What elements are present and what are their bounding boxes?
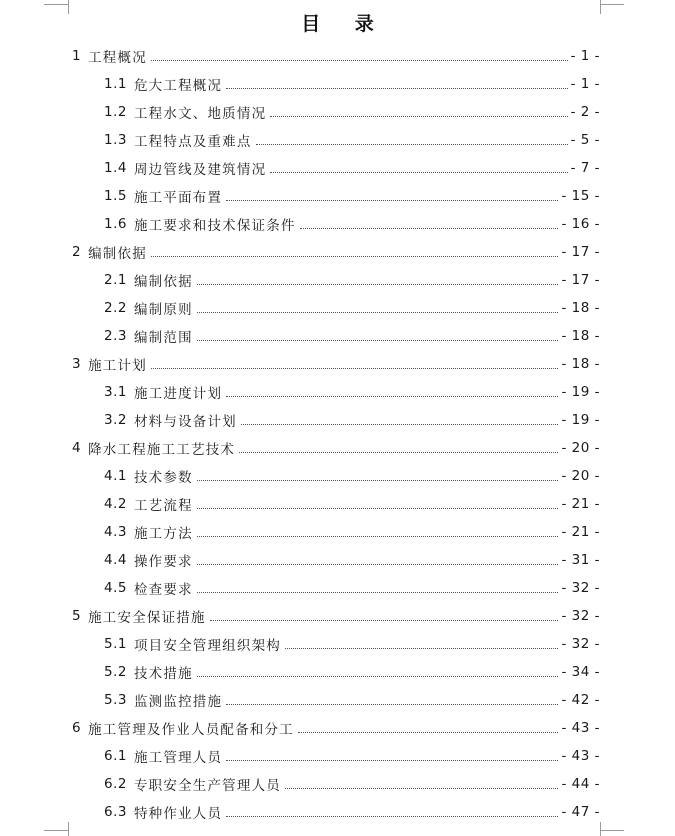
toc-entry-page-number: - 21 - — [561, 524, 600, 540]
toc-entry-page-number: - 16 - — [561, 216, 600, 232]
toc-entry-title: 工艺流程 — [133, 498, 193, 514]
toc-entry[interactable] — [72, 70, 600, 98]
toc-dot-leader — [197, 563, 559, 565]
toc-entry-title: 施工管理人员 — [133, 750, 223, 766]
toc-entry[interactable] — [72, 714, 600, 742]
toc-entry-page-number: - 21 - — [561, 496, 600, 512]
toc-entry-page-number: - 1 - — [570, 76, 600, 92]
crop-mark-bottom-right-h — [600, 830, 624, 831]
toc-entry-title: 专职安全生产管理人员 — [133, 778, 281, 794]
toc-dot-leader — [226, 87, 567, 89]
toc-entry-number: 3 — [72, 356, 82, 372]
toc-entry[interactable] — [72, 602, 600, 630]
toc-entry-title: 编制范围 — [133, 330, 193, 346]
toc-entry-title: 监测监控措施 — [133, 694, 223, 710]
toc-entry-page-number: - 18 - — [561, 300, 600, 316]
toc-entry[interactable] — [72, 518, 600, 546]
toc-entry-number: 4.1 — [104, 468, 127, 484]
toc-entry-number: 3.1 — [104, 384, 127, 400]
toc-dot-leader — [197, 507, 559, 509]
toc-entry[interactable] — [72, 630, 600, 658]
toc-dot-leader — [300, 227, 559, 229]
toc-entry-page-number: - 19 - — [561, 412, 600, 428]
toc-entry-number: 1.4 — [104, 160, 127, 176]
toc-entry[interactable] — [72, 462, 600, 490]
toc-entry-title: 技术措施 — [133, 666, 193, 682]
toc-entry-number: 1.3 — [104, 132, 127, 148]
toc-entry-title: 编制依据 — [88, 246, 147, 262]
toc-entry-page-number: - 18 - — [561, 356, 600, 372]
toc-entry-page-number: - 32 - — [561, 580, 600, 596]
toc-entry[interactable] — [72, 266, 600, 294]
toc-entry-title: 编制原则 — [133, 302, 193, 318]
toc-dot-leader — [226, 395, 558, 397]
toc-entry[interactable] — [72, 154, 600, 182]
toc-dot-leader — [270, 115, 567, 117]
toc-dot-leader — [151, 367, 559, 369]
toc-entry-title: 工程特点及重难点 — [133, 134, 252, 150]
toc-entry[interactable] — [72, 350, 600, 378]
toc-entry-title: 降水工程施工工艺技术 — [88, 442, 236, 458]
toc-entry[interactable] — [72, 574, 600, 602]
toc-entry-number: 4.5 — [104, 580, 127, 596]
toc-entry-title: 施工平面布置 — [133, 190, 223, 206]
toc-entry-number: 5.1 — [104, 636, 127, 652]
toc-dot-leader — [285, 647, 559, 649]
toc-entry[interactable] — [72, 490, 600, 518]
toc-entry-page-number: - 17 - — [561, 244, 600, 260]
toc-entry[interactable] — [72, 406, 600, 434]
toc-dot-leader — [197, 535, 559, 537]
table-of-contents — [72, 42, 600, 826]
toc-entry[interactable] — [72, 182, 600, 210]
toc-entry-number: 1.5 — [104, 188, 127, 204]
toc-entry-title: 编制依据 — [133, 274, 193, 290]
toc-entry[interactable] — [72, 98, 600, 126]
toc-entry-number: 5.2 — [104, 664, 127, 680]
toc-entry[interactable] — [72, 546, 600, 574]
toc-entry-page-number: - 1 - — [570, 48, 600, 64]
toc-entry[interactable] — [72, 658, 600, 686]
crop-mark-top-left-h — [44, 4, 68, 5]
toc-entry-page-number: - 43 - — [561, 720, 600, 736]
toc-entry-title: 施工进度计划 — [133, 386, 223, 402]
toc-dot-leader — [226, 703, 558, 705]
toc-entry-page-number: - 20 - — [561, 440, 600, 456]
toc-dot-leader — [285, 787, 559, 789]
crop-mark-bottom-left-v — [68, 822, 69, 836]
toc-entry-number: 4.2 — [104, 496, 127, 512]
toc-entry-title: 材料与设备计划 — [133, 414, 237, 430]
toc-entry-title: 施工计划 — [88, 358, 147, 374]
toc-entry[interactable] — [72, 42, 600, 70]
toc-entry-number: 6.3 — [104, 804, 127, 820]
toc-entry-number: 1 — [72, 48, 82, 64]
toc-dot-leader — [226, 815, 558, 817]
toc-entry-page-number: - 32 - — [561, 636, 600, 652]
toc-dot-leader — [239, 451, 558, 453]
toc-dot-leader — [226, 199, 558, 201]
toc-dot-leader — [197, 479, 559, 481]
toc-entry[interactable] — [72, 798, 600, 826]
toc-entry-title: 操作要求 — [133, 554, 193, 570]
toc-dot-leader — [151, 255, 559, 257]
toc-entry-number: 4 — [72, 440, 82, 456]
toc-entry[interactable] — [72, 322, 600, 350]
toc-entry[interactable] — [72, 126, 600, 154]
toc-entry-number: 4.4 — [104, 552, 127, 568]
toc-dot-leader — [197, 339, 559, 341]
toc-entry-number: 2.1 — [104, 272, 127, 288]
toc-dot-leader — [226, 759, 558, 761]
toc-entry-number: 1.2 — [104, 104, 127, 120]
toc-entry-title: 项目安全管理组织架构 — [133, 638, 281, 654]
toc-dot-leader — [256, 143, 568, 145]
toc-dot-leader — [298, 731, 559, 733]
toc-entry[interactable] — [72, 378, 600, 406]
toc-entry-page-number: - 42 - — [561, 692, 600, 708]
toc-entry-title: 技术参数 — [133, 470, 193, 486]
toc-entry[interactable] — [72, 434, 600, 462]
toc-entry-title: 检查要求 — [133, 582, 193, 598]
toc-entry-number: 5 — [72, 608, 82, 624]
toc-entry[interactable] — [72, 238, 600, 266]
toc-entry-title: 施工要求和技术保证条件 — [133, 218, 296, 234]
toc-entry-page-number: - 47 - — [561, 804, 600, 820]
toc-entry-page-number: - 15 - — [561, 188, 600, 204]
toc-dot-leader — [241, 423, 559, 425]
toc-entry-title: 工程概况 — [88, 50, 147, 66]
toc-entry-title: 施工安全保证措施 — [88, 610, 206, 626]
toc-dot-leader — [197, 591, 559, 593]
toc-entry-title: 周边管线及建筑情况 — [133, 162, 267, 178]
crop-mark-bottom-left-h — [44, 830, 68, 831]
toc-dot-leader — [197, 311, 559, 313]
toc-entry-page-number: - 31 - — [561, 552, 600, 568]
toc-entry[interactable] — [72, 686, 600, 714]
page-title: 目 录 — [301, 13, 388, 35]
toc-entry-number: 6 — [72, 720, 82, 736]
toc-entry-page-number: - 20 - — [561, 468, 600, 484]
toc-entry-number: 2.2 — [104, 300, 127, 316]
toc-dot-leader — [270, 171, 567, 173]
toc-entry-title: 危大工程概况 — [133, 78, 223, 94]
toc-entry-page-number: - 19 - — [561, 384, 600, 400]
toc-entry[interactable] — [72, 294, 600, 322]
toc-entry-number: 1.1 — [104, 76, 127, 92]
toc-entry-page-number: - 18 - — [561, 328, 600, 344]
toc-entry-number: 2 — [72, 244, 82, 260]
toc-entry-page-number: - 43 - — [561, 748, 600, 764]
toc-entry-title: 施工管理及作业人员配备和分工 — [88, 722, 294, 738]
crop-mark-top-right-h — [600, 4, 624, 5]
toc-dot-leader — [210, 619, 559, 621]
toc-entry-page-number: - 7 - — [570, 160, 600, 176]
toc-entry-page-number: - 17 - — [561, 272, 600, 288]
toc-dot-leader — [197, 675, 559, 677]
toc-entry-number: 3.2 — [104, 412, 127, 428]
toc-entry-page-number: - 34 - — [561, 664, 600, 680]
toc-entry-number: 6.1 — [104, 748, 127, 764]
crop-mark-bottom-right-v — [600, 822, 601, 836]
toc-entry-number: 6.2 — [104, 776, 127, 792]
toc-entry-page-number: - 44 - — [561, 776, 600, 792]
toc-entry[interactable] — [72, 742, 600, 770]
toc-entry-page-number: - 5 - — [570, 132, 600, 148]
toc-entry-number: 1.6 — [104, 216, 127, 232]
toc-entry-number: 5.3 — [104, 692, 127, 708]
toc-dot-leader — [151, 59, 568, 61]
toc-entry-page-number: - 2 - — [570, 104, 600, 120]
toc-dot-leader — [197, 283, 559, 285]
toc-entry-title: 施工方法 — [133, 526, 193, 542]
toc-entry[interactable] — [72, 770, 600, 798]
toc-entry-title: 特种作业人员 — [133, 806, 223, 822]
toc-entry-number: 4.3 — [104, 524, 127, 540]
toc-entry-number: 2.3 — [104, 328, 127, 344]
toc-entry-page-number: - 32 - — [561, 608, 600, 624]
toc-entry-title: 工程水文、地质情况 — [133, 106, 267, 122]
toc-entry[interactable] — [72, 210, 600, 238]
